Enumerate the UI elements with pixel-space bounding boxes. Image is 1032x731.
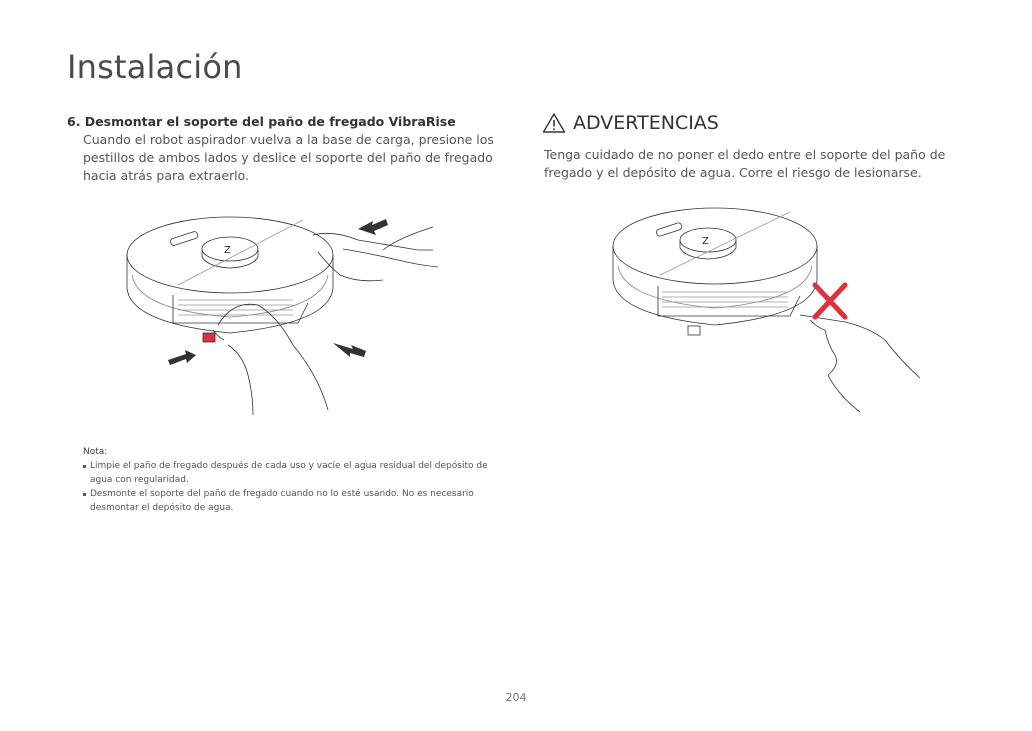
warning-body: Tenga cuidado de no poner el dedo entre el soporte del paño de fregado y el depósito de agua. Corre el riesgo de lesionarse.	[544, 147, 946, 180]
note-item: Limpie el paño de fregado después de cada uso y vacíe el agua residual del depósito de agua con regularidad.	[83, 459, 503, 487]
warning-heading	[542, 112, 719, 134]
note-item: Desmonte el soporte del paño de fregado cuando no lo esté usando. No es necesario desmontar el depósito de agua.	[83, 487, 503, 515]
svg-text:Z: Z	[224, 245, 231, 256]
page-number: 204	[505, 691, 527, 704]
step-section	[67, 113, 497, 185]
note-list	[83, 459, 503, 515]
note-section	[83, 445, 503, 515]
robot-removal-illustration	[118, 205, 458, 420]
robot-warning-illustration	[600, 200, 930, 415]
warning-title: ADVERTENCIAS	[573, 112, 719, 134]
svg-text:Z: Z	[702, 236, 709, 247]
cross-icon	[815, 285, 845, 317]
step-heading: 6. Desmontar el soporte del paño de fregado VibraRise	[67, 114, 456, 129]
step-body: Cuando el robot aspirador vuelva a la base de carga, presione los pestillos de ambos lados y deslice el soporte del paño de fregado hacia atrás para extraerlo.	[83, 132, 494, 183]
note-label: Nota:	[83, 447, 108, 457]
page-title: Instalación	[67, 48, 243, 86]
warning-triangle-icon	[542, 112, 566, 134]
